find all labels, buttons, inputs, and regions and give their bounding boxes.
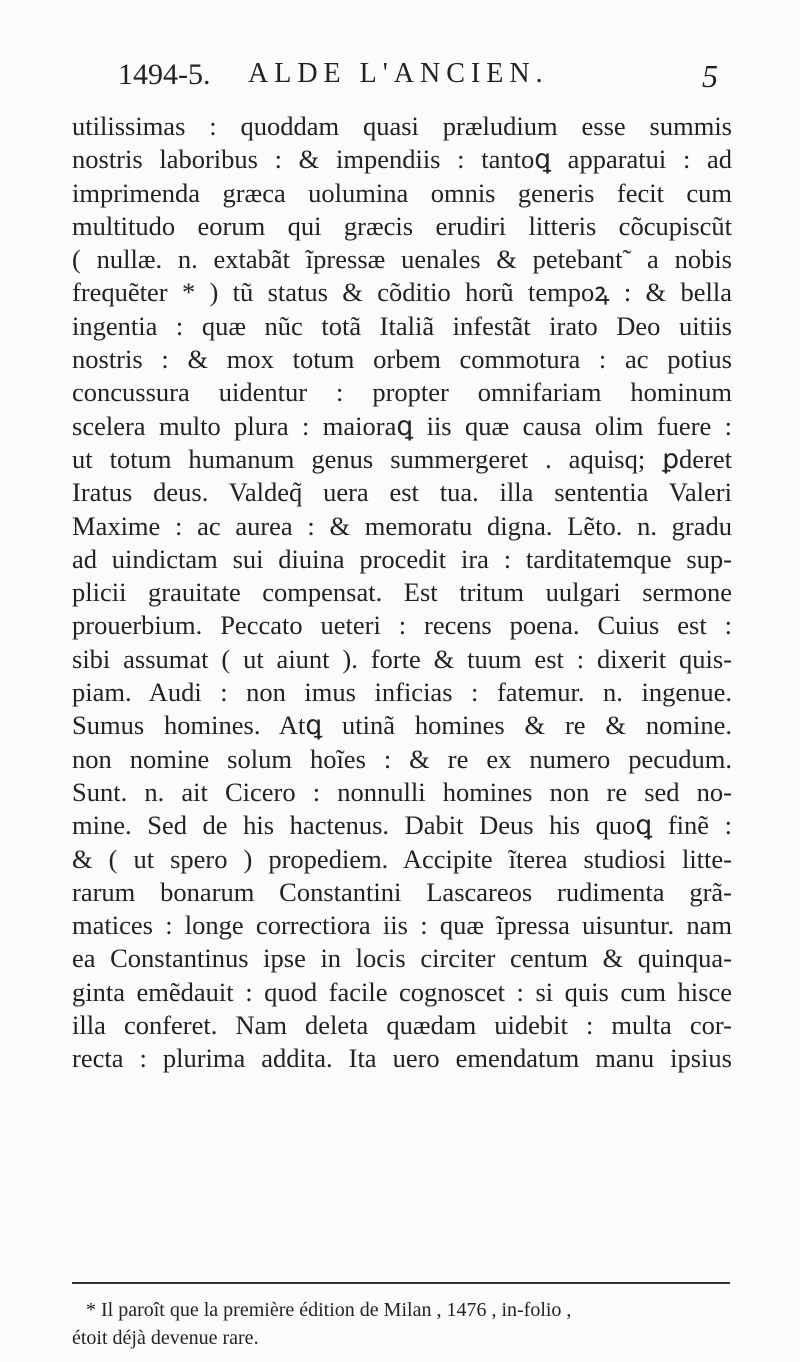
text-line: Sumus homines. Atꝗ utinã homines & re & nomine. (72, 710, 732, 741)
text-line: matices : longe correctiora iis : quæ ĩpressa uisuntur. nam (72, 910, 732, 941)
text-line: ginta emẽdauit : quod facile cognoscet : si quis cum hisce (72, 976, 732, 1007)
text-line: plicii grauitate compensat. Est tritum uulgari sermone (72, 577, 732, 608)
text-line: ut totum humanum genus summergeret . aquisq; ꝑderet (72, 443, 732, 474)
footnote-divider (72, 1282, 730, 1284)
footnote (72, 1296, 732, 1352)
text-line: mine. Sed de his hactenus. Dabit Deus his quoꝗ finẽ : (72, 810, 732, 841)
footnote-line: * Il paroît que la première édition de Milan , 1476 , in-folio , (86, 1299, 572, 1321)
text-line: nostris laboribus : & impendiis : tantoꝗ apparatui : ad (72, 144, 732, 175)
text-line: illa conferet. Nam deleta quædam uidebit : multa cor- (72, 1010, 732, 1041)
text-line: multitudo eorum qui græcis erudiri litteris cõcupiscũt (72, 210, 732, 241)
text-line: ( nullæ. n. extabãt ĩpressæ uenales & petebant˜ a nobis (72, 244, 732, 275)
text-line: Iratus deus. Valdeq̃ uera est tua. illa sententia Valeri (72, 477, 732, 508)
text-line: ea Constantinus ipse in locis circiter centum & quinqua- (72, 943, 732, 974)
page-number: 5 (702, 58, 718, 94)
text-line: Sunt. n. ait Cicero : nonnulli homines non re sed no- (72, 776, 732, 807)
text-line: rarum bonarum Constantini Lascareos rudimenta grã- (72, 876, 732, 907)
main-text (72, 110, 732, 1076)
text-line: piam. Audi : non imus inficias : fatemur. n. ingenue. (72, 677, 732, 708)
footnote-line: étoit déjà devenue rare. (72, 1327, 259, 1349)
header-title: ALDE L'ANCIEN. (248, 58, 549, 89)
text-line: ad uindictam sui diuina procedit ira : tarditatemque sup- (72, 543, 732, 574)
text-line: nostris : & mox totum orbem commotura : ac potius (72, 344, 732, 375)
text-line: prouerbium. Peccato ueteri : recens poena. Cuius est : (72, 610, 732, 641)
text-line: sibi assumat ( ut aiunt ). forte & tuum est : dixerit quis- (72, 643, 732, 674)
text-line: ingentia : quæ nũc totã Italiã infestãt irato Deo uitiis (72, 310, 732, 341)
text-line: Maxime : ac aurea : & memoratu digna. Lẽto. n. gradu (72, 510, 732, 541)
running-header (118, 58, 718, 98)
text-line: & ( ut spero ) propediem. Accipite ĩterea studiosi litte- (72, 843, 732, 874)
text-line: recta : plurima addita. Ita uero emendatum manu ipsius (72, 1043, 732, 1074)
text-line: concussura uidentur : propter omnifariam hominum (72, 377, 732, 408)
header-years: 1494-5. (118, 58, 211, 91)
text-line: scelera multo plura : maioraꝗ iis quæ causa olim fuere : (72, 410, 732, 441)
text-line: frequẽter * ) tũ status & cõditio horũ tempoꝝ : & bella (72, 277, 732, 308)
text-line: imprimenda græca uolumina omnis generis fecit cum (72, 177, 732, 208)
text-line: non nomine solum hoĩes : & re ex numero pecudum. (72, 743, 732, 774)
text-line: utilissimas : quoddam quasi præludium esse summis (72, 111, 732, 141)
